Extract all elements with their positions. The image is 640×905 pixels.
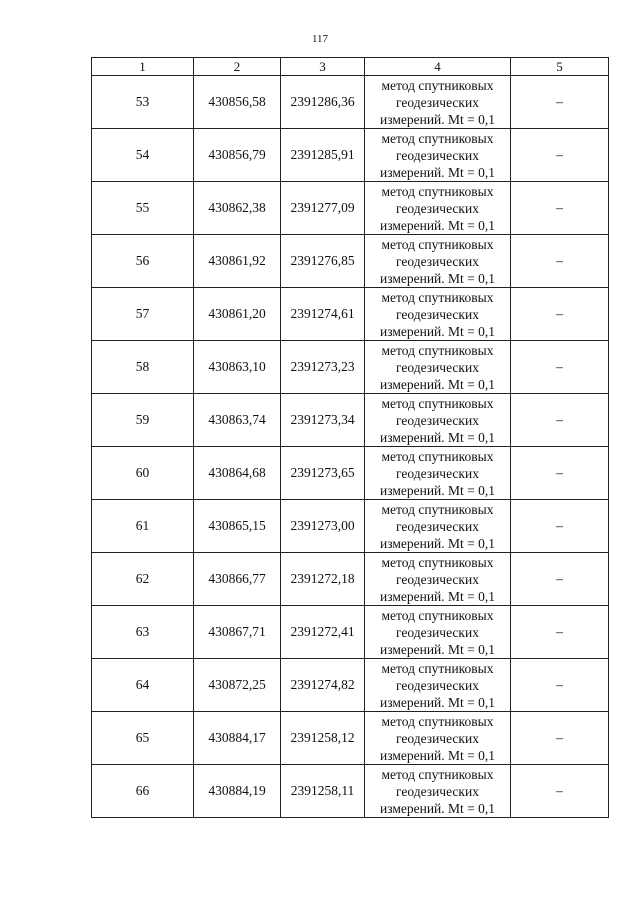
y-coordinate-cell: 2391273,23 bbox=[281, 341, 365, 394]
method-text-line: измерений. Mt = 0,1 bbox=[379, 323, 496, 339]
method-text-line: метод спутниковых bbox=[381, 660, 494, 676]
description-cell: – bbox=[511, 341, 609, 394]
y-coordinate-cell: 2391286,36 bbox=[281, 76, 365, 129]
x-coordinate-cell: 430866,77 bbox=[194, 553, 281, 606]
point-number-cell: 54 bbox=[92, 129, 194, 182]
table-row bbox=[92, 447, 609, 500]
method-text-line: измерений. Mt = 0,1 bbox=[379, 164, 496, 180]
description-cell: – bbox=[511, 606, 609, 659]
method-text-line: геодезических bbox=[396, 624, 479, 640]
method-text-line: геодезических bbox=[396, 147, 479, 163]
x-coordinate-cell: 430856,79 bbox=[194, 129, 281, 182]
description-cell: – bbox=[511, 182, 609, 235]
method-text-line: метод спутниковых bbox=[381, 766, 494, 782]
method-cell bbox=[365, 553, 511, 606]
table-row bbox=[92, 765, 609, 818]
method-text-line: геодезических bbox=[396, 783, 479, 799]
description-cell: – bbox=[511, 76, 609, 129]
point-number-cell: 56 bbox=[92, 235, 194, 288]
method-cell bbox=[365, 765, 511, 818]
method-text-line: геодезических bbox=[396, 465, 479, 481]
table-row bbox=[92, 606, 609, 659]
point-number-cell: 60 bbox=[92, 447, 194, 500]
column-header-3: 3 bbox=[281, 58, 365, 76]
x-coordinate-cell: 430867,71 bbox=[194, 606, 281, 659]
method-cell bbox=[365, 606, 511, 659]
method-text-line: геодезических bbox=[396, 94, 479, 110]
description-cell: – bbox=[511, 659, 609, 712]
table-row bbox=[92, 500, 609, 553]
method-text-line: измерений. Mt = 0,1 bbox=[379, 111, 496, 127]
table-row bbox=[92, 76, 609, 129]
method-text-line: метод спутниковых bbox=[381, 183, 494, 199]
method-cell bbox=[365, 182, 511, 235]
method-text-line: измерений. Mt = 0,1 bbox=[379, 217, 496, 233]
x-coordinate-cell: 430864,68 bbox=[194, 447, 281, 500]
y-coordinate-cell: 2391277,09 bbox=[281, 182, 365, 235]
table-body bbox=[92, 76, 609, 818]
description-cell: – bbox=[511, 394, 609, 447]
method-text-line: измерений. Mt = 0,1 bbox=[379, 535, 496, 551]
method-text-line: метод спутниковых bbox=[381, 77, 494, 93]
method-text-line: измерений. Mt = 0,1 bbox=[379, 800, 496, 816]
point-number-cell: 53 bbox=[92, 76, 194, 129]
method-text-line: метод спутниковых bbox=[381, 501, 494, 517]
method-text-line: измерений. Mt = 0,1 bbox=[379, 694, 496, 710]
table-row bbox=[92, 394, 609, 447]
method-text-line: метод спутниковых bbox=[381, 342, 494, 358]
point-number-cell: 66 bbox=[92, 765, 194, 818]
method-text-line: измерений. Mt = 0,1 bbox=[379, 376, 496, 392]
method-cell bbox=[365, 712, 511, 765]
column-header-2: 2 bbox=[194, 58, 281, 76]
column-header-1: 1 bbox=[92, 58, 194, 76]
method-text-line: геодезических bbox=[396, 306, 479, 322]
x-coordinate-cell: 430865,15 bbox=[194, 500, 281, 553]
method-cell bbox=[365, 288, 511, 341]
x-coordinate-cell: 430856,58 bbox=[194, 76, 281, 129]
point-number-cell: 55 bbox=[92, 182, 194, 235]
table-row bbox=[92, 659, 609, 712]
y-coordinate-cell: 2391273,34 bbox=[281, 394, 365, 447]
method-text-line: геодезических bbox=[396, 200, 479, 216]
method-text-line: геодезических bbox=[396, 412, 479, 428]
point-number-cell: 57 bbox=[92, 288, 194, 341]
table-row bbox=[92, 129, 609, 182]
method-cell bbox=[365, 235, 511, 288]
y-coordinate-cell: 2391272,41 bbox=[281, 606, 365, 659]
x-coordinate-cell: 430872,25 bbox=[194, 659, 281, 712]
method-text-line: метод спутниковых bbox=[381, 395, 494, 411]
method-cell bbox=[365, 394, 511, 447]
method-text-line: геодезических bbox=[396, 677, 479, 693]
point-number-cell: 65 bbox=[92, 712, 194, 765]
x-coordinate-cell: 430884,17 bbox=[194, 712, 281, 765]
method-cell bbox=[365, 76, 511, 129]
x-coordinate-cell: 430863,74 bbox=[194, 394, 281, 447]
y-coordinate-cell: 2391274,82 bbox=[281, 659, 365, 712]
method-text-line: геодезических bbox=[396, 730, 479, 746]
description-cell: – bbox=[511, 500, 609, 553]
method-text-line: измерений. Mt = 0,1 bbox=[379, 429, 496, 445]
description-cell: – bbox=[511, 129, 609, 182]
y-coordinate-cell: 2391276,85 bbox=[281, 235, 365, 288]
table-row bbox=[92, 712, 609, 765]
x-coordinate-cell: 430862,38 bbox=[194, 182, 281, 235]
method-cell bbox=[365, 659, 511, 712]
description-cell: – bbox=[511, 288, 609, 341]
page-number: 117 bbox=[311, 33, 329, 45]
y-coordinate-cell: 2391274,61 bbox=[281, 288, 365, 341]
x-coordinate-cell: 430861,20 bbox=[194, 288, 281, 341]
method-text-line: метод спутниковых bbox=[381, 289, 494, 305]
y-coordinate-cell: 2391272,18 bbox=[281, 553, 365, 606]
method-text-line: геодезических bbox=[396, 253, 479, 269]
column-header-5: 5 bbox=[511, 58, 609, 76]
x-coordinate-cell: 430884,19 bbox=[194, 765, 281, 818]
table-row bbox=[92, 182, 609, 235]
method-text-line: метод спутниковых bbox=[381, 236, 494, 252]
method-text-line: измерений. Mt = 0,1 bbox=[379, 270, 496, 286]
method-text-line: измерений. Mt = 0,1 bbox=[379, 641, 496, 657]
table-row bbox=[92, 553, 609, 606]
x-coordinate-cell: 430861,92 bbox=[194, 235, 281, 288]
method-text-line: метод спутниковых bbox=[381, 130, 494, 146]
method-text-line: измерений. Mt = 0,1 bbox=[379, 747, 496, 763]
y-coordinate-cell: 2391258,12 bbox=[281, 712, 365, 765]
y-coordinate-cell: 2391273,65 bbox=[281, 447, 365, 500]
method-cell bbox=[365, 500, 511, 553]
table-row bbox=[92, 341, 609, 394]
method-text-line: геодезических bbox=[396, 571, 479, 587]
method-text-line: измерений. Mt = 0,1 bbox=[379, 482, 496, 498]
method-text-line: геодезических bbox=[396, 518, 479, 534]
method-text-line: геодезических bbox=[396, 359, 479, 375]
method-text-line: метод спутниковых bbox=[381, 554, 494, 570]
table-row bbox=[92, 288, 609, 341]
y-coordinate-cell: 2391285,91 bbox=[281, 129, 365, 182]
y-coordinate-cell: 2391273,00 bbox=[281, 500, 365, 553]
description-cell: – bbox=[511, 447, 609, 500]
method-cell bbox=[365, 447, 511, 500]
point-number-cell: 63 bbox=[92, 606, 194, 659]
point-number-cell: 59 bbox=[92, 394, 194, 447]
point-number-cell: 64 bbox=[92, 659, 194, 712]
method-cell bbox=[365, 129, 511, 182]
x-coordinate-cell: 430863,10 bbox=[194, 341, 281, 394]
column-header-4: 4 bbox=[365, 58, 511, 76]
method-cell bbox=[365, 341, 511, 394]
point-number-cell: 62 bbox=[92, 553, 194, 606]
y-coordinate-cell: 2391258,11 bbox=[281, 765, 365, 818]
description-cell: – bbox=[511, 765, 609, 818]
point-number-cell: 61 bbox=[92, 500, 194, 553]
table-header-row bbox=[92, 58, 609, 76]
method-text-line: метод спутниковых bbox=[381, 713, 494, 729]
coordinates-table bbox=[91, 57, 609, 818]
description-cell: – bbox=[511, 235, 609, 288]
description-cell: – bbox=[511, 553, 609, 606]
method-text-line: метод спутниковых bbox=[381, 448, 494, 464]
description-cell: – bbox=[511, 712, 609, 765]
table-row bbox=[92, 235, 609, 288]
method-text-line: измерений. Mt = 0,1 bbox=[379, 588, 496, 604]
method-text-line: метод спутниковых bbox=[381, 607, 494, 623]
point-number-cell: 58 bbox=[92, 341, 194, 394]
